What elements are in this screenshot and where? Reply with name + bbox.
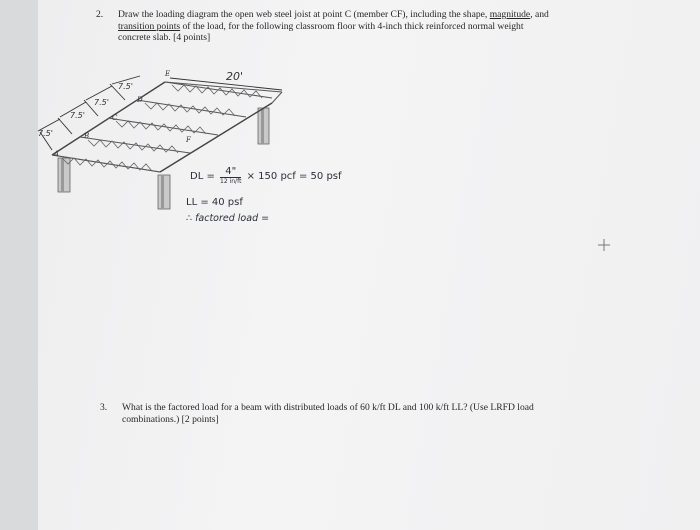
joist-D bbox=[137, 100, 246, 117]
question-2-line1a: Draw the loading diagram the open web steel joist at point C (member CF), including the shape, bbox=[118, 9, 490, 20]
question-3-line2: combinations.) [2 points] bbox=[122, 413, 219, 425]
handwritten-factored: ∴ factored load = bbox=[186, 213, 270, 224]
spacing-label-3: 7.5' bbox=[94, 98, 109, 107]
point-label-e: E bbox=[165, 70, 171, 78]
point-label-d: D bbox=[137, 96, 143, 104]
question-2-magnitude: magnitude bbox=[489, 9, 531, 20]
point-label-a: A bbox=[54, 150, 60, 158]
question-3-text bbox=[122, 402, 534, 425]
question-3-number: 3. bbox=[100, 402, 108, 413]
handwritten-ll: LL = 40 psf bbox=[186, 197, 243, 208]
spacing-label-1: 7.5' bbox=[38, 129, 53, 138]
dl-rest: × 150 pcf = 50 psf bbox=[246, 171, 342, 182]
point-label-c: C bbox=[112, 114, 118, 122]
joist-C bbox=[108, 118, 218, 135]
question-2-transition-points: transition points bbox=[118, 20, 181, 32]
question-2-line2b: of the load, for the following classroom floor with 4-inch thick reinforced normal weight bbox=[180, 20, 524, 32]
span-label: 20' bbox=[226, 70, 244, 83]
spacing-label-2: 7.5' bbox=[70, 111, 85, 120]
columns bbox=[58, 108, 269, 209]
question-2-number: 2. bbox=[96, 9, 104, 20]
handwritten-dl bbox=[190, 166, 342, 186]
point-label-b: B bbox=[84, 132, 90, 140]
dl-prefix: DL = bbox=[190, 171, 215, 182]
dl-denominator: 12 in/ft bbox=[220, 178, 242, 185]
joist-B bbox=[80, 137, 190, 153]
question-2-line1b: , and bbox=[530, 9, 549, 20]
spacing-label-4: 7.5' bbox=[118, 82, 133, 91]
crosshair-cursor-icon bbox=[598, 239, 610, 251]
girder-far bbox=[160, 103, 272, 172]
dl-numerator: 4" bbox=[220, 166, 241, 178]
question-2-line3: concrete slab. [4 points] bbox=[118, 32, 211, 44]
question-3-line1: What is the factored load for a beam with distributed loads of 60 k/ft DL and 100 k/ft LL? (Use LRFD load bbox=[122, 402, 534, 413]
point-label-f: F bbox=[186, 136, 191, 144]
